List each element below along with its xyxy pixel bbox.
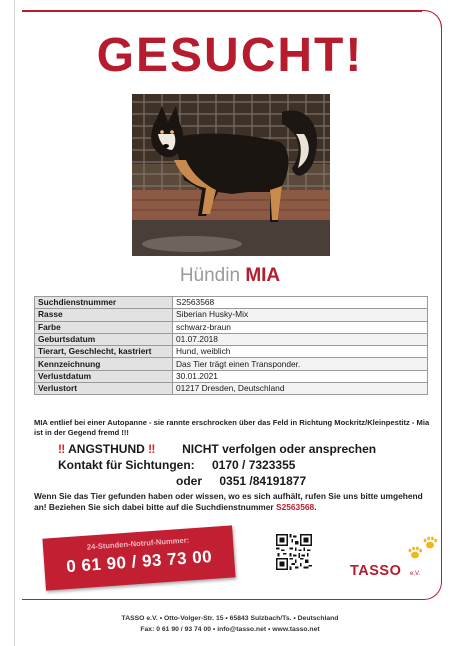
info-label: Kennzeichnung: [35, 358, 173, 370]
notice-end: .: [314, 502, 317, 512]
info-value: S2563568: [173, 297, 428, 309]
info-label: Verlustort: [35, 383, 173, 395]
info-value: 01.07.2018: [173, 333, 428, 345]
contact-label: Kontakt für Sichtungen:: [58, 458, 195, 472]
qr-code[interactable]: [276, 534, 312, 570]
table-row: [35, 346, 428, 358]
fearful-dog-alert: [58, 442, 376, 457]
tasso-logo: [348, 536, 440, 584]
info-label: Geburtsdatum: [35, 333, 173, 345]
paw-prints-icon: [406, 536, 440, 562]
footer: [0, 613, 460, 635]
notice-search-number: S2563568: [276, 502, 315, 512]
contact-or: oder: [176, 474, 203, 488]
dog-photo-illustration: [132, 94, 330, 256]
footer-contact: Fax: 0 61 90 / 93 74 00 • info@tasso.net • www.tasso.net: [140, 626, 320, 633]
logo-suffix: e.V.: [410, 571, 421, 577]
contact-line-1: [58, 458, 296, 473]
alert-marks-right: ‼: [148, 442, 156, 456]
info-value: Siberian Husky-Mix: [173, 309, 428, 321]
contact-phone-2[interactable]: 0351 /84191877: [219, 474, 307, 488]
dog-photo: [132, 94, 330, 256]
info-label: Farbe: [35, 321, 173, 333]
loss-description: MIA entlief bei einer Autopanne - sie rannte erschrocken über das Feld in Richtung Mockritz/Kleinpestitz - Mia ist in der Gegend fremd !!!: [34, 418, 430, 437]
qr-code-icon: [276, 534, 312, 570]
info-value: 30.01.2021: [173, 370, 428, 382]
contact-line-2: [176, 474, 306, 489]
notice-body: Wenn Sie das Tier gefunden haben oder wissen, wo es sich aufhält, rufen Sie uns bitte umgehend an! Beziehen Sie sich dabei bitte auf die Suchdienstnummer: [34, 491, 423, 512]
info-value: 01217 Dresden, Deutschland: [173, 383, 428, 395]
info-value: Hund, weiblich: [173, 346, 428, 358]
pet-name-prefix: Hündin: [179, 265, 241, 286]
info-label: Rasse: [35, 309, 173, 321]
table-row: [35, 370, 428, 382]
table-row: [35, 383, 428, 395]
table-row: [35, 333, 428, 345]
pet-info-table: [34, 296, 428, 395]
hotline-number[interactable]: 0 61 90 / 93 73 00: [65, 546, 213, 577]
table-row: [35, 321, 428, 333]
info-value: schwarz-braun: [173, 321, 428, 333]
logo-name: TASSO: [350, 563, 402, 579]
alert-warning: NICHT verfolgen oder ansprechen: [182, 442, 377, 456]
info-label: Verlustdatum: [35, 370, 173, 382]
pet-name: [0, 264, 460, 288]
info-label: Suchdienstnummer: [35, 297, 173, 309]
table-row: [35, 358, 428, 370]
poster-title: GESUCHT!: [96, 29, 364, 82]
footer-address: TASSO e.V. • Otto-Volger-Str. 15 • 65843 Sulzbach/Ts. • Deutschland: [121, 615, 339, 622]
page-edge-line: [14, 0, 15, 646]
hotline-label: 24-Stunden-Notruf-Nummer:: [86, 535, 190, 552]
info-label: Tierart, Geschlecht, kastriert: [35, 346, 173, 358]
alert-marks-left: ‼: [58, 442, 66, 456]
info-value: Das Tier trägt einen Transponder.: [173, 358, 428, 370]
table-row: [35, 309, 428, 321]
table-row: [35, 297, 428, 309]
pet-name-value: MIA: [245, 265, 281, 286]
contact-phone-1[interactable]: 0170 / 7323355: [212, 458, 296, 472]
notice-text: [34, 491, 434, 513]
alert-word: ANGSTHUND: [68, 442, 145, 456]
